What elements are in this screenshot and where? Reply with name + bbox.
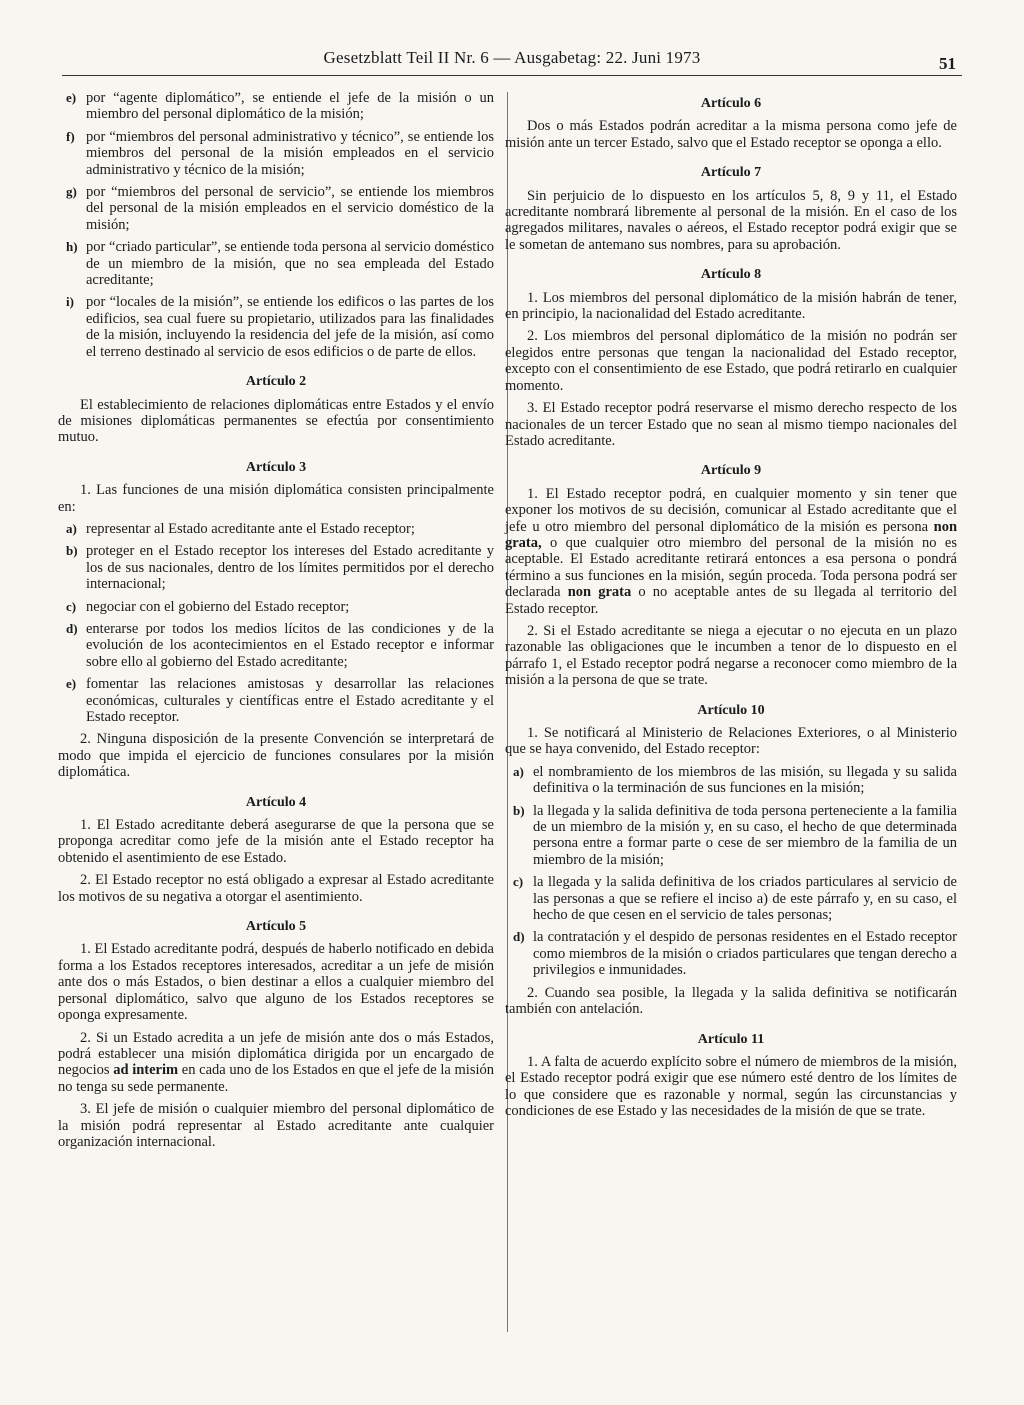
article-4-paragraph-2: 2. El Estado receptor no está obligado a expresar al Estado acreditante los motivos de su negativa a otorgar el asentimiento. (58, 872, 494, 905)
definition-item-h (58, 239, 494, 288)
item-text: representar al Estado acreditante ante el Estado receptor; (86, 520, 415, 537)
article-3-item-c (58, 599, 494, 615)
article-2-heading: Artículo 2 (245, 374, 307, 390)
item-marker: e) (66, 90, 77, 105)
item-text: la contratación y el despido de personas residentes en el Estado receptor como miembros de la misión o criados particulares que tengan derecho a privilegios e inmunidades. (533, 929, 957, 979)
article-3-paragraph-1: 1. Las funciones de una misión diplomática consisten principalmente en: (58, 482, 494, 515)
item-text: negociar con el gobierno del Estado receptor; (86, 598, 350, 615)
item-text: por “agente diplomático”, se entiende el jefe de la misión o un miembro del personal diplomático de la misión; (86, 90, 494, 123)
article-8-paragraph-2: 2. Los miembros del personal diplomático de la misión no podrán ser elegidos entre personas que tengan la nacionalidad del Estado receptor, excepto con el consentimiento de ese Estado, que podrá retirarlo en cualquier momento. (505, 328, 957, 394)
item-text: enterarse por todos los medios lícitos de las condiciones y de la evolución de los acontecimientos en el Estado receptor e informar sobre ello al gobierno del Estado acreditante; (86, 620, 494, 670)
item-text: la llegada y la salida definitiva de los criados particulares al servicio de las personas a que se refiere el inciso a) de este párrafo y, en su caso, el hecho de que cesen en el servicio de tales personas; (533, 874, 957, 924)
item-text: fomentar las relaciones amistosas y desarrollar las relaciones económicas, culturales y científicas entre el Estado acreditante y el Estado receptor. (86, 676, 494, 725)
page-number: 51 (939, 54, 956, 73)
item-marker: b) (66, 543, 78, 559)
article-3-item-d (58, 621, 494, 670)
item-marker: d) (66, 620, 78, 636)
article-10-paragraph-2: 2. Cuando sea posible, la llegada y la salida definitiva se notificarán también con antelación. (505, 984, 957, 1018)
article-9-paragraph-1 (505, 486, 957, 617)
item-text: el nombramiento de los miembros de las misión, su llegada y su salida definitiva o la terminación de sus funciones en la misión; (533, 763, 957, 797)
article-10-item-c (505, 874, 957, 923)
page-header (62, 44, 962, 73)
article-9-paragraph-2: 2. Si el Estado acreditante se niega a ejecutar o no ejecuta en un plazo razonable las obligaciones que le incumben a tenor de lo dispuesto en el párrafo 1, el Estado receptor podrá negarse a reconocer como miembro de la misión a la persona de que se trate. (505, 622, 957, 689)
item-marker: c) (513, 874, 524, 890)
item-marker: i) (66, 294, 74, 310)
article-10-item-a (505, 764, 957, 797)
definition-item-e (58, 90, 494, 123)
article-6-paragraph: Dos o más Estados podrán acreditar a la misma persona como jefe de misión ante un tercer Estado, salvo que el Estado receptor se oponga a ello. (505, 118, 957, 151)
item-marker: a) (66, 520, 77, 536)
article-3-item-b (58, 543, 494, 592)
item-marker: h) (66, 239, 78, 255)
definition-item-g (58, 184, 494, 233)
definition-item-f (58, 129, 494, 178)
item-text: por “locales de la misión”, se entiende los edificos o las partes de los edificios, sea cual fuere su propietario, utilizados para las finalidades de la misión, incluyendo la residencia del jefe de la misión, así como el terreno destinado al servicio de esos edificios o de parte de ellos. (86, 294, 494, 360)
article-3-paragraph-2: 2. Ninguna disposición de la presente Convención se interpretará de modo que impida el ejercicio de funciones consulares por la misión diplomática. (58, 731, 494, 781)
text-run: o no aceptable antes de su llegada al territorio del Estado receptor. (505, 584, 958, 617)
article-11-paragraph-1: 1. A falta de acuerdo explícito sobre el número de miembros de la misión, el Estado receptor podrá exigir que ese número esté dentro de los límites de lo que considere que es razonable y normal, según las circunstancias y condiciones de ese Estado y las necesidades de la misión de que se trate. (505, 1053, 957, 1120)
latin-term: non grata, (505, 518, 958, 551)
left-column (58, 90, 494, 1156)
article-11-heading: Artículo 11 (697, 1031, 765, 1047)
article-4-paragraph-1: 1. El Estado acreditante deberá asegurarse de que la persona que se proponga acreditar como jefe de la misión ante el Estado receptor ha obtenido el asentimiento de ese Estado. (58, 817, 494, 866)
article-8-paragraph-1: 1. Los miembros del personal diplomático de la misión habrán de tener, en principio, la nacionalidad del Estado acreditante. (505, 289, 957, 323)
item-marker: g) (66, 184, 77, 200)
item-text: por “miembros del personal de servicio”, se entiende los miembros del personal de la misión empleados en el servicio doméstico de la misión; (86, 184, 494, 233)
article-3-heading: Artículo 3 (245, 459, 307, 475)
item-text: por “miembros del personal administrativo y técnico”, se entiende los miembros del personal de la misión empleados en el servicio administrativo y técnico de la misión; (86, 128, 494, 178)
article-5-paragraph-1: 1. El Estado acreditante podrá, después de haberlo notificado en debida forma a los Estados receptores interesados, acreditar a un jefe de misión ante dos o más Estados, o bien destinar a ellos a cualquier miembro del personal diplomático, salvo que alguno de los Estados receptores se oponga expresamente. (58, 941, 494, 1024)
gazette-title: Gesetzblatt Teil II Nr. 6 — Ausgabetag: 22. Juni 1973 (323, 48, 701, 67)
article-8-heading: Artículo 8 (700, 267, 762, 283)
article-6-heading: Artículo 6 (700, 96, 762, 111)
article-8-paragraph-3: 3. El Estado receptor podrá reservarse el mismo derecho respecto de los nacionales de un tercer Estado que no sean al mismo tiempo nacionales del Estado acreditante. (505, 400, 957, 449)
item-text: proteger en el Estado receptor los intereses del Estado acreditante y los de sus nacionales, dentro de los límites permitidos por el derecho internacional; (86, 543, 494, 593)
item-marker: f) (66, 128, 75, 144)
item-text: la llegada y la salida definitiva de toda persona perteneciente a la familia de un miembro de la misión y, en su caso, el hecho de que determinada persona entre a formar parte o cese de ser miembro de la familia de un miembro de la misión; (533, 802, 957, 868)
article-10-paragraph-1: 1. Se notificará al Ministerio de Relaciones Exteriores, o al Ministerio que se haya convenido, del Estado receptor: (505, 725, 957, 758)
item-text: por “criado particular”, se entiende toda persona al servicio doméstico de un miembro de la misión, que no sea empleada del Estado acreditante; (86, 239, 494, 289)
article-7-paragraph: Sin perjuicio de lo dispuesto en los artículos 5, 8, 9 y 11, el Estado acreditante nombrará libremente al personal de la misión. En el caso de los agregados militares, navales o aéreos, el Estado receptor podrá exigir que se le sometan de antemano sus nombres, para su aprobación. (505, 187, 957, 253)
article-10-heading: Artículo 10 (697, 702, 765, 718)
item-marker: b) (513, 802, 525, 818)
article-4-heading: Artículo 4 (245, 794, 307, 810)
article-9-heading: Artículo 9 (700, 463, 762, 479)
item-marker: a) (513, 763, 524, 779)
text-run: 1. El Estado receptor podrá, en cualquier momento y sin tener que exponer los motivos de su decisión, comunicar al Estado acreditante que el jefe u otro miembro del personal diplomático de la misión es persona (505, 485, 957, 535)
text-run: o que cualquier otro miembro del personal de la misión no es aceptable. El Estado acreditante retirará entonces a esa persona o pondrá término a sus funciones en la misión, según proceda. Toda persona podrá ser declarada (505, 534, 957, 601)
article-3-item-a (58, 521, 494, 537)
text-run: en cada uno de los Estados en que el jefe de la misión no tenga su sede permanente. (58, 1062, 494, 1095)
article-3-item-e (58, 676, 494, 725)
article-10-item-b (505, 803, 957, 869)
article-2-paragraph: El establecimiento de relaciones diplomáticas entre Estados y el envío de misiones diplomáticas permanentes se efectúa por consentimiento mutuo. (58, 396, 494, 446)
article-5-paragraph-2 (58, 1030, 494, 1096)
item-marker: c) (66, 598, 77, 614)
latin-term: ad interim (113, 1062, 179, 1079)
definition-item-i (58, 294, 494, 360)
item-marker: e) (66, 676, 77, 692)
article-5-paragraph-3: 3. El jefe de misión o cualquier miembro del personal diplomático de la misión podrá representar al Estado acreditante ante cualquier organización internacional. (58, 1101, 494, 1150)
article-10-item-d (505, 929, 957, 978)
latin-term: non grata (567, 584, 632, 601)
article-7-heading: Artículo 7 (700, 165, 762, 181)
header-rule (62, 75, 962, 76)
right-column (505, 90, 957, 1126)
article-5-heading: Artículo 5 (245, 919, 307, 935)
item-marker: d) (513, 929, 525, 945)
text-run: 2. Si un Estado acredita a un jefe de misión ante dos o más Estados, podrá establecer una misión diplomática dirigida por un encargado de negocios (58, 1029, 494, 1079)
